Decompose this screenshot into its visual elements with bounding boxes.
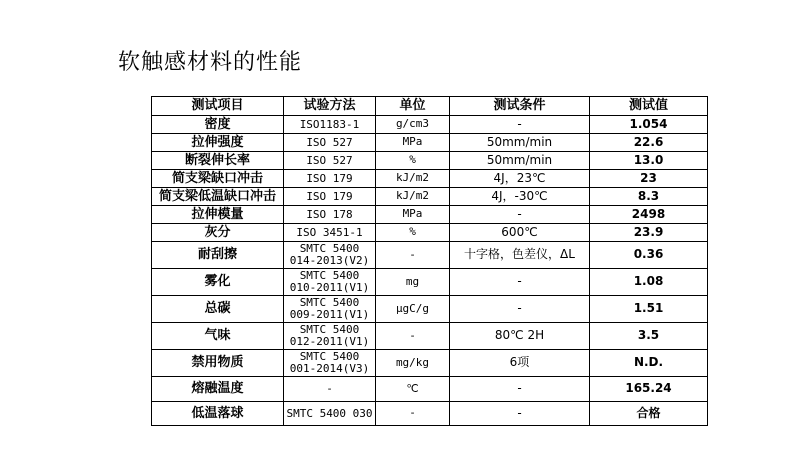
- cell-value: 13.0: [590, 152, 708, 170]
- cell-method: ISO1183-1: [284, 116, 376, 134]
- cell-value: 1.08: [590, 269, 708, 296]
- cell-value: 1.054: [590, 116, 708, 134]
- cell-method: SMTC 5400 010-2011(V1): [284, 269, 376, 296]
- table-row: [152, 206, 708, 224]
- cell-item: 耐刮擦: [152, 242, 284, 269]
- cell-item: 禁用物质: [152, 350, 284, 377]
- cell-condition: 十字格，色差仪，ΔL: [450, 242, 590, 269]
- cell-unit: MPa: [376, 206, 450, 224]
- cell-condition: -: [450, 116, 590, 134]
- cell-condition: 600℃: [450, 224, 590, 242]
- cell-condition: -: [450, 402, 590, 426]
- material-properties-table: [151, 96, 708, 426]
- header-test-value: 测试值: [590, 97, 708, 116]
- cell-unit: kJ/m2: [376, 188, 450, 206]
- table-row: [152, 224, 708, 242]
- cell-unit: -: [376, 402, 450, 426]
- cell-method: SMTC 5400 014-2013(V2): [284, 242, 376, 269]
- cell-method: -: [284, 377, 376, 402]
- cell-unit: kJ/m2: [376, 170, 450, 188]
- cell-unit: %: [376, 152, 450, 170]
- table-row: [152, 134, 708, 152]
- cell-condition: 50mm/min: [450, 134, 590, 152]
- cell-method: ISO 179: [284, 188, 376, 206]
- table-row: [152, 170, 708, 188]
- cell-unit: MPa: [376, 134, 450, 152]
- cell-condition: 80℃ 2H: [450, 323, 590, 350]
- cell-unit: g/cm3: [376, 116, 450, 134]
- cell-item: 总碳: [152, 296, 284, 323]
- cell-item: 拉伸模量: [152, 206, 284, 224]
- cell-item: 灰分: [152, 224, 284, 242]
- cell-item: 拉伸强度: [152, 134, 284, 152]
- cell-condition: -: [450, 269, 590, 296]
- cell-method: ISO 527: [284, 134, 376, 152]
- table-row: [152, 152, 708, 170]
- table-row: [152, 188, 708, 206]
- table-row: [152, 242, 708, 269]
- cell-unit: μgC/g: [376, 296, 450, 323]
- table-header-row: [152, 97, 708, 116]
- cell-value: 2498: [590, 206, 708, 224]
- cell-condition: 4J，23℃: [450, 170, 590, 188]
- cell-condition: 4J，-30℃: [450, 188, 590, 206]
- cell-method: SMTC 5400 009-2011(V1): [284, 296, 376, 323]
- cell-condition: -: [450, 377, 590, 402]
- cell-value: 合格: [590, 402, 708, 426]
- cell-unit: -: [376, 323, 450, 350]
- header-test-method: 试验方法: [284, 97, 376, 116]
- cell-method: ISO 178: [284, 206, 376, 224]
- cell-method: ISO 527: [284, 152, 376, 170]
- cell-value: 1.51: [590, 296, 708, 323]
- table-row: [152, 402, 708, 426]
- cell-method: SMTC 5400 012-2011(V1): [284, 323, 376, 350]
- cell-item: 低温落球: [152, 402, 284, 426]
- header-unit: 单位: [376, 97, 450, 116]
- page-title: 软触感材料的性能: [118, 50, 303, 75]
- cell-item: 气味: [152, 323, 284, 350]
- cell-value: 0.36: [590, 242, 708, 269]
- cell-condition: 6项: [450, 350, 590, 377]
- cell-value: 23.9: [590, 224, 708, 242]
- table-row: [152, 296, 708, 323]
- cell-unit: -: [376, 242, 450, 269]
- cell-value: 8.3: [590, 188, 708, 206]
- cell-item: 熔融温度: [152, 377, 284, 402]
- cell-item: 简支梁缺口冲击: [152, 170, 284, 188]
- table-row: [152, 377, 708, 402]
- table-row: [152, 323, 708, 350]
- cell-unit: mg: [376, 269, 450, 296]
- table-row: [152, 350, 708, 377]
- cell-method: ISO 179: [284, 170, 376, 188]
- header-test-item: 测试项目: [152, 97, 284, 116]
- cell-value: 3.5: [590, 323, 708, 350]
- cell-method: SMTC 5400 030: [284, 402, 376, 426]
- cell-value: 23: [590, 170, 708, 188]
- cell-item: 简支梁低温缺口冲击: [152, 188, 284, 206]
- table-row: [152, 269, 708, 296]
- cell-condition: 50mm/min: [450, 152, 590, 170]
- cell-item: 断裂伸长率: [152, 152, 284, 170]
- cell-unit: ℃: [376, 377, 450, 402]
- header-test-condition: 测试条件: [450, 97, 590, 116]
- cell-item: 密度: [152, 116, 284, 134]
- cell-item: 雾化: [152, 269, 284, 296]
- cell-unit: %: [376, 224, 450, 242]
- cell-condition: -: [450, 296, 590, 323]
- cell-value: N.D.: [590, 350, 708, 377]
- cell-unit: mg/kg: [376, 350, 450, 377]
- cell-method: SMTC 5400 001-2014(V3): [284, 350, 376, 377]
- cell-method: ISO 3451-1: [284, 224, 376, 242]
- cell-value: 165.24: [590, 377, 708, 402]
- cell-condition: -: [450, 206, 590, 224]
- table-row: [152, 116, 708, 134]
- cell-value: 22.6: [590, 134, 708, 152]
